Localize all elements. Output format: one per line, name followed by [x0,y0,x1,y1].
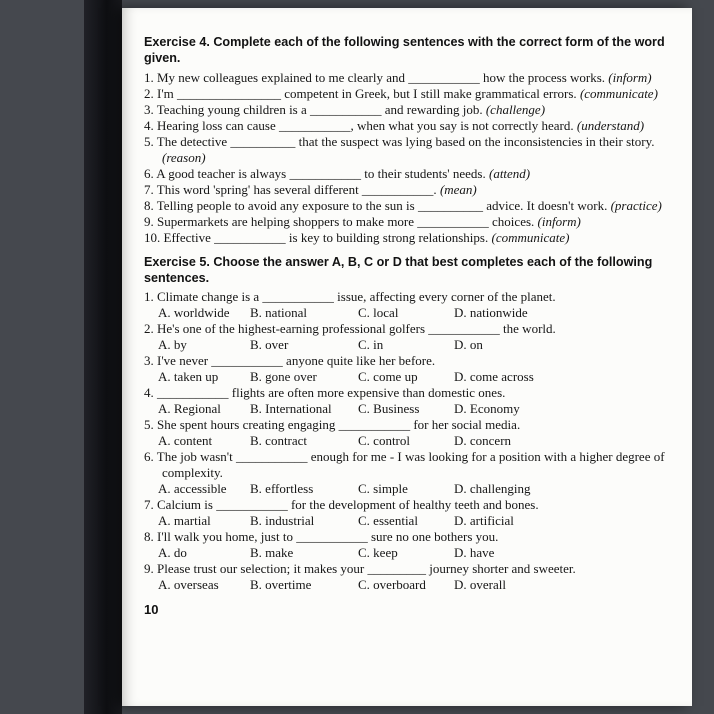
option-b: B. make [250,545,294,561]
options-row [158,305,672,321]
fill-in-item [144,182,672,198]
fill-in-text: 3. Teaching young children is a ___________ and rewarding job. [144,101,483,117]
option-a: A. do [158,545,187,561]
options-row [158,577,672,593]
word-hint: (reason) [162,149,206,165]
question-item [144,321,672,353]
word-hint: (inform) [537,213,581,229]
option-d: D. concern [454,433,512,449]
question-text: 2. He's one of the highest-earning professional golfers ___________ the world. [144,321,556,337]
fill-in-item [144,230,672,246]
question-item [144,561,672,593]
question-item [144,417,672,449]
option-c: C. simple [358,481,408,497]
option-c: C. control [358,433,410,449]
page-number: 10 [144,601,159,617]
options-row [158,337,672,353]
fill-in-item [144,166,672,182]
fill-in-text: 7. This word 'spring' has several different ___________. [144,181,437,197]
word-hint: (practice) [610,197,662,213]
option-a: A. by [158,337,187,353]
option-d: D. on [454,337,483,353]
word-hint: (mean) [439,181,477,197]
option-b: B. contract [250,433,308,449]
book-page [122,8,692,706]
fill-in-item [144,198,672,214]
fill-in-text: 8. Telling people to avoid any exposure to the sun is __________ advice. It doesn't work. [144,197,608,213]
option-b: B. effortless [250,481,314,497]
option-b: B. overtime [250,576,312,592]
fill-in-item [144,70,672,86]
question-item [144,449,672,497]
options-row [158,369,672,385]
option-c: C. Business [358,401,420,417]
option-a: A. overseas [158,576,219,592]
option-a: A. Regional [158,401,221,417]
word-hint: (attend) [488,165,531,181]
question-item [144,385,672,417]
word-hint: (understand) [576,117,645,133]
fill-in-text: 10. Effective ___________ is key to building strong relationships. [144,229,489,245]
question-item [144,529,672,561]
option-d: D. nationwide [454,305,528,321]
option-a: A. taken up [158,369,219,385]
exercise4-title: Exercise 4. Complete each of the following sentences with the correct form of the word given. [144,35,665,66]
fill-in-item [144,102,672,118]
question-text: 7. Calcium is ___________ for the development of healthy teeth and bones. [144,497,539,513]
option-c: C. come up [358,369,418,385]
question-item [144,353,672,385]
option-b: B. national [250,305,308,321]
option-a: A. martial [158,513,211,529]
exercise5-title: Exercise 5. Choose the answer A, B, C or D that best completes each of the following sentences. [144,254,653,285]
question-item [144,497,672,529]
option-d: D. come across [454,369,534,385]
word-hint: (communicate) [491,229,570,245]
exercise4-section [144,34,672,246]
option-c: C. keep [358,545,398,561]
option-d: D. overall [454,576,506,592]
question-text: 3. I've never ___________ anyone quite like her before. [144,353,436,369]
option-c: C. in [358,337,384,353]
option-b: B. gone over [250,369,317,385]
word-hint: (communicate) [579,85,658,101]
fill-in-text: 1. My new colleagues explained to me clearly and ___________ how the process works. [144,69,606,85]
question-text: 5. She spent hours creating engaging ___________ for her social media. [144,417,521,433]
option-d: D. Economy [454,401,520,417]
fill-in-item [144,134,672,166]
word-hint: (challenge) [485,101,546,117]
option-d: D. challenging [454,481,531,497]
option-c: C. local [358,305,399,321]
option-b: B. over [250,337,289,353]
word-hint: (inform) [608,69,652,85]
question-text: 1. Climate change is a ___________ issue, affecting every corner of the planet. [144,289,556,305]
fill-in-item [144,86,672,102]
fill-in-text: 6. A good teacher is always ___________ to their students' needs. [144,165,486,181]
book-spine-shadow [84,0,122,714]
options-row [158,513,672,529]
fill-in-text: 5. The detective __________ that the suspect was lying based on the inconsistencies in their story. [144,133,655,149]
option-a: A. accessible [158,481,227,497]
option-c: C. overboard [358,576,426,592]
fill-in-text: 4. Hearing loss can cause ___________, when what you say is not correctly heard. [144,117,574,133]
fill-in-item [144,118,672,134]
fill-in-text: 9. Supermarkets are helping shoppers to make more ___________ choices. [144,213,535,229]
option-b: B. International [250,401,332,417]
exercise5-section [144,254,672,593]
option-d: D. have [454,545,495,561]
options-row [158,545,672,561]
fill-in-text: 2. I'm ________________ competent in Greek, but I still make grammatical errors. [144,85,577,101]
option-c: C. essential [358,513,418,529]
option-d: D. artificial [454,513,514,529]
question-text: 9. Please trust our selection; it makes your _________ journey shorter and sweeter. [144,561,576,576]
question-item [144,289,672,321]
options-row [158,481,672,497]
question-text: 8. I'll walk you home, just to ___________ sure no one bothers you. [144,529,499,545]
option-a: A. content [158,433,213,449]
question-text: 6. The job wasn't ___________ enough for me - I was looking for a position with a higher degree of complexity. [144,449,665,481]
options-row [158,433,672,449]
options-row [158,401,672,417]
question-text: 4. ___________ flights are often more expensive than domestic ones. [144,385,506,401]
option-a: A. worldwide [158,305,230,321]
option-b: B. industrial [250,513,315,529]
fill-in-item [144,214,672,230]
